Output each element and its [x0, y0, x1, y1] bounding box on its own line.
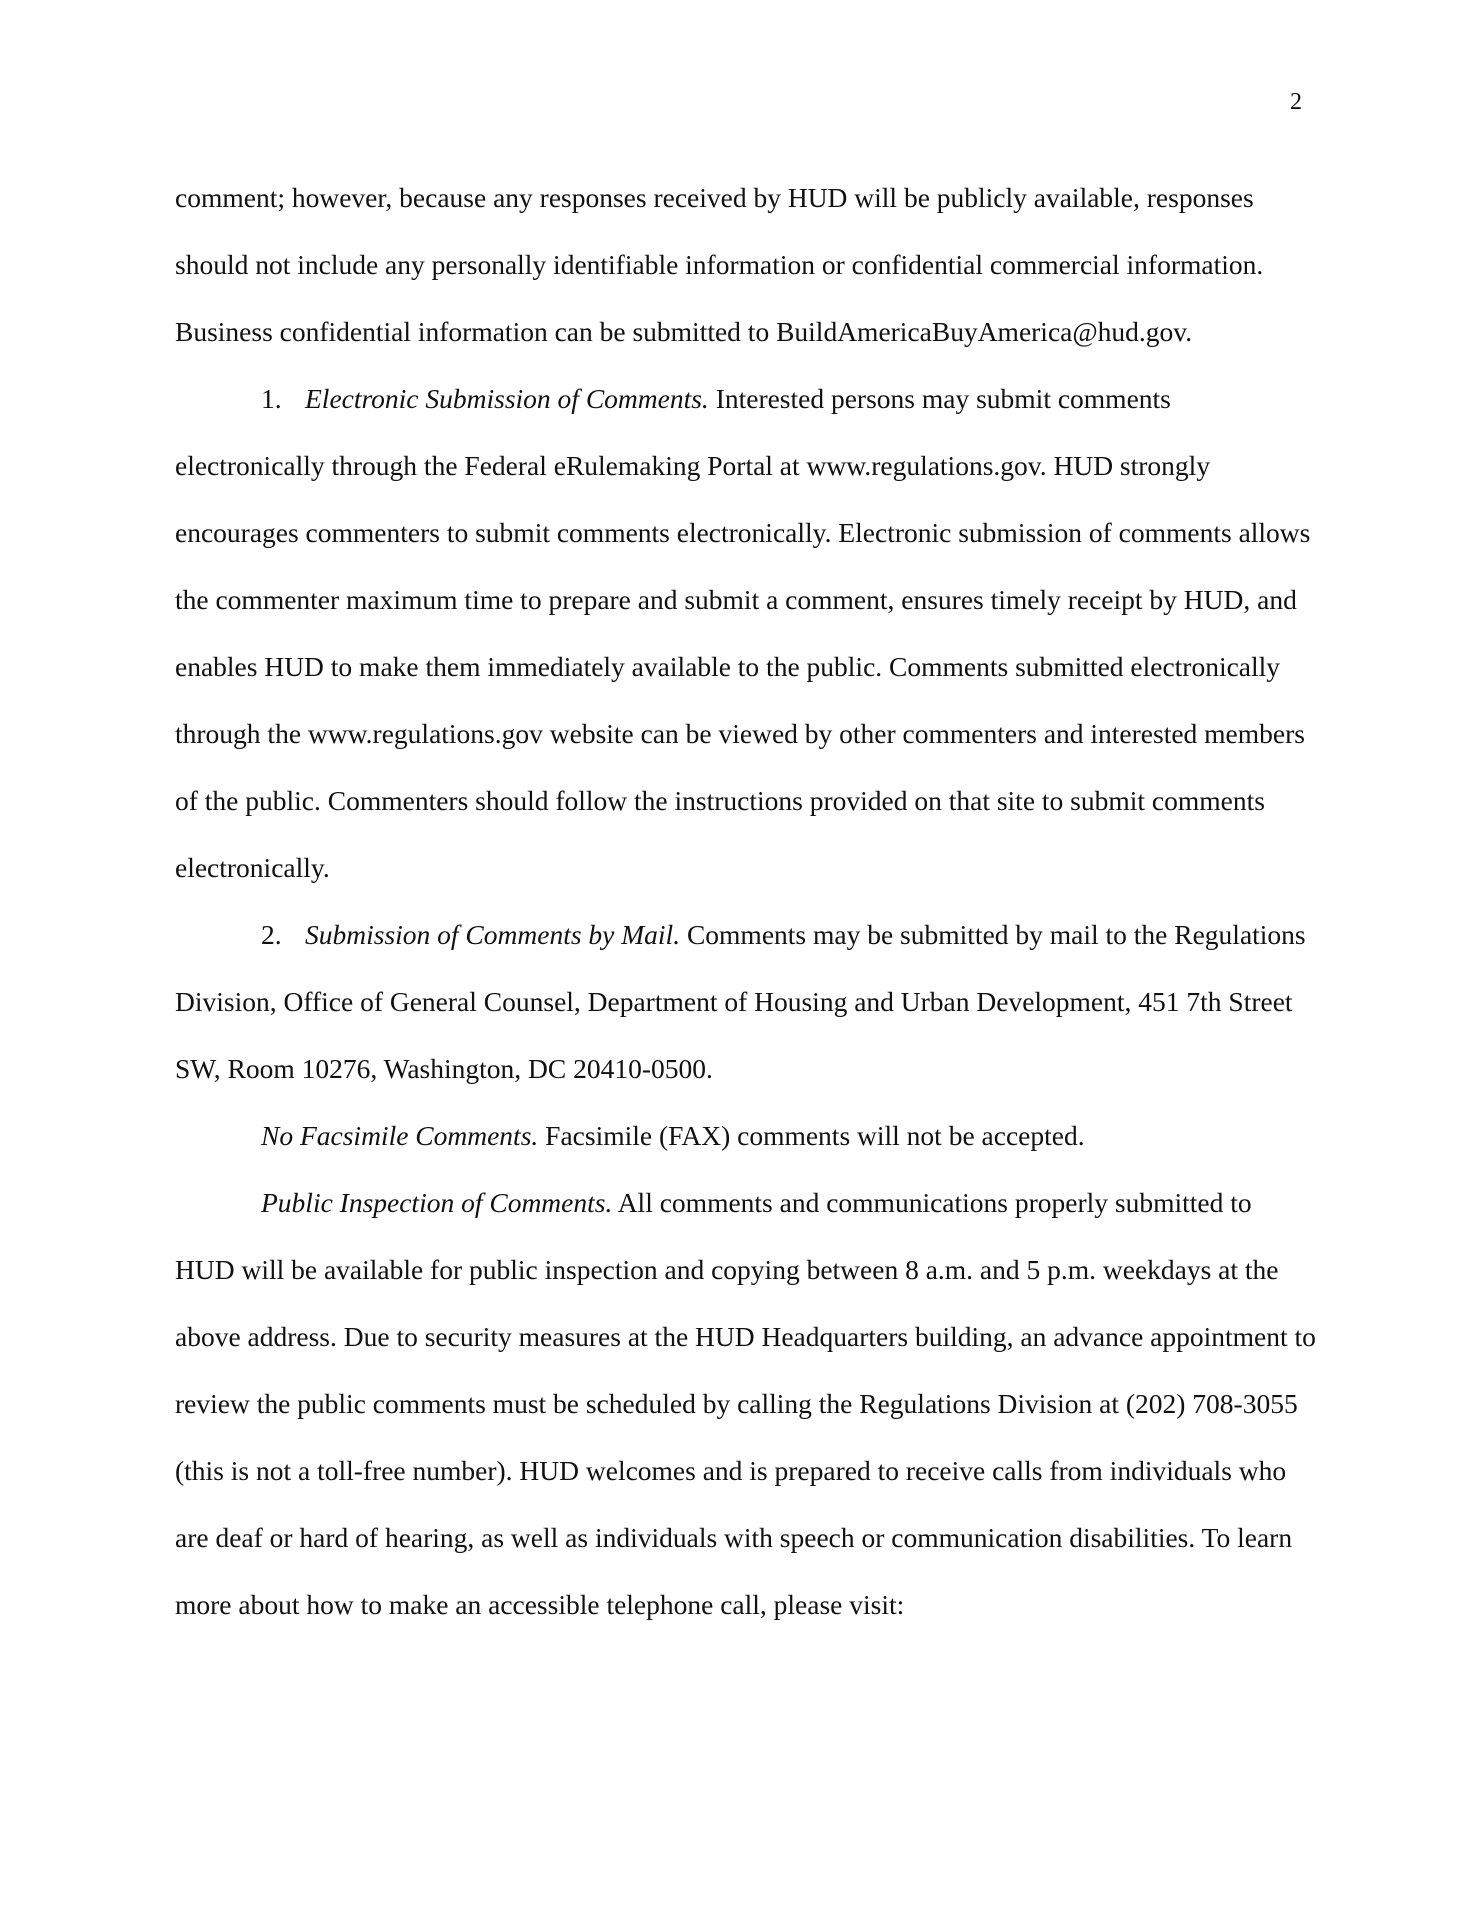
section-heading: Submission of Comments by Mail. [305, 919, 681, 950]
list-number: 1. [261, 383, 282, 414]
list-number: 2. [261, 919, 282, 950]
paragraph-text: All comments and communications properly submitted to HUD will be available for public inspection and copying between 8 a.m. and 5 p.m. weekdays at the above address. Due to security measures at the HUD Headquarters building, an advance appointment to review the public comments must be scheduled by calling the Regulations Division at (202) 708-3055 (this is not a toll-free number). HUD welcomes and is prepared to receive calls from individuals who are deaf or hard of hearing, as well as individuals with speech or communication disabilities. To learn more about how to make an accessible telephone call, please visit: [175, 1187, 1316, 1620]
paragraph-text: comment; however, because any responses received by HUD will be publicly available, responses should not include any personally identifiable information or confidential commercial information. Business confidential information can be submitted to BuildAmericaBuyAmerica@hud.gov. [175, 182, 1264, 347]
paragraph-public-inspection [175, 1169, 1317, 1638]
paragraph-text: Comments may be submitted by mail to the Regulations Division, Office of General Counsel, Department of Housing and Urban Development, 451 7th Street SW, Room 10276, Washington, DC 20410-0500. [175, 919, 1306, 1084]
paragraph-comment-privacy [175, 164, 1317, 365]
document-body [175, 164, 1317, 1638]
paragraph-no-facsimile [175, 1102, 1317, 1169]
paragraph-text: Interested persons may submit comments electronically through the Federal eRulemaking Portal at www.regulations.gov. HUD strongly encourages commenters to submit comments electronically. Electronic submission of comments allows the commenter maximum time to prepare and submit a comment, ensures timely receipt by HUD, and enables HUD to make them immediately available to the public. Comments submitted electronically through the www.regulations.gov website can be viewed by other commenters and interested members of the public. Commenters should follow the instructions provided on that site to submit comments electronically. [175, 383, 1311, 883]
page-number: 2 [1290, 89, 1302, 115]
paragraph-electronic-submission [175, 365, 1317, 901]
paragraph-mail-submission [175, 901, 1317, 1102]
section-heading: No Facsimile Comments. [261, 1120, 539, 1151]
section-heading: Electronic Submission of Comments. [305, 383, 709, 414]
paragraph-text: Facsimile (FAX) comments will not be accepted. [538, 1120, 1085, 1151]
section-heading: Public Inspection of Comments. [261, 1187, 613, 1218]
